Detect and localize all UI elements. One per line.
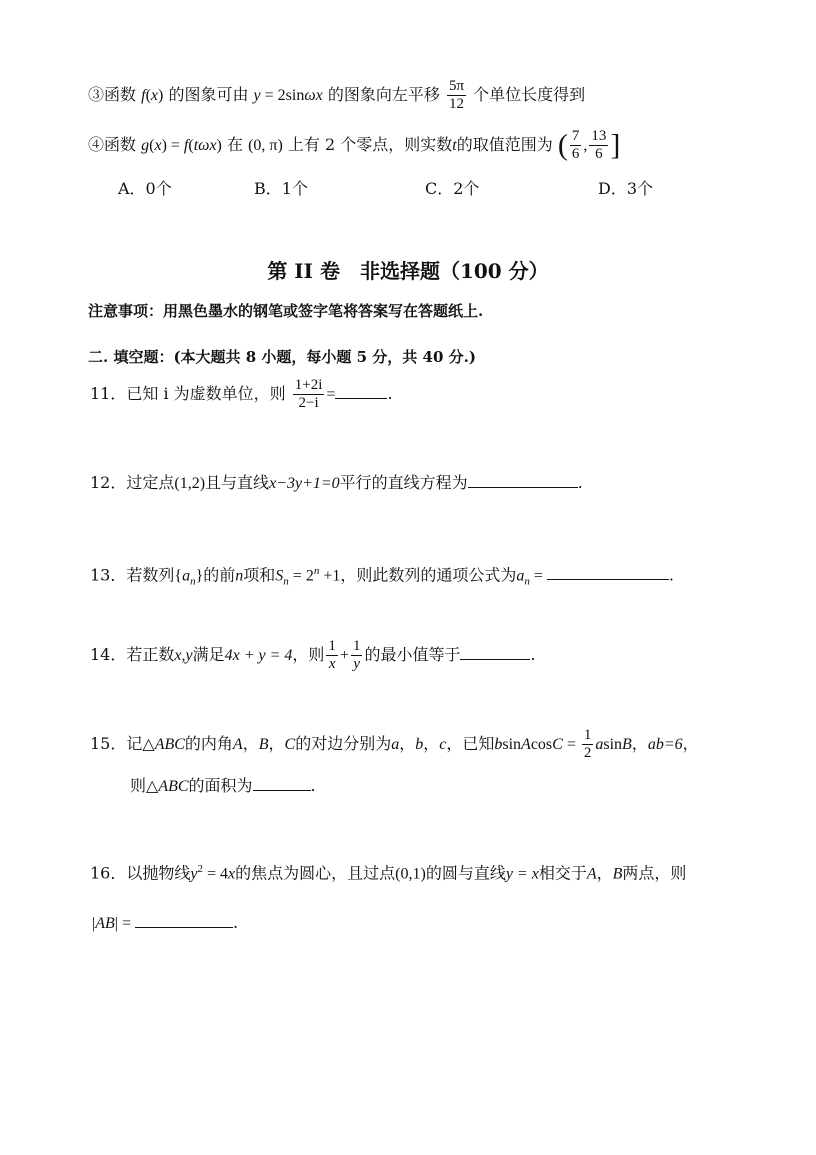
- question-number: 13．: [90, 565, 127, 585]
- question-number: 12．: [90, 473, 127, 492]
- notice: 注意事项：用黑色墨水的钢笔或签字笔将答案写在答题纸上.: [88, 302, 484, 320]
- shift-fraction: $\frac{5\pi}{12}$: [448, 78, 465, 112]
- answer-blank-13[interactable]: [547, 565, 669, 580]
- q15-end: .: [310, 776, 316, 795]
- statement-3-text-4: 个单位长度得到: [473, 85, 586, 104]
- question-14: 14．若正数x,y满足4x + y = 4，则 $\frac{1}{x}$ + $\frac{1}{y}$ 的最小值等于 .: [90, 638, 536, 672]
- q13-text-3: 项和: [243, 565, 276, 585]
- statement-4-text-2: 在: [226, 135, 243, 154]
- q16-text-4: 相交于: [538, 863, 587, 883]
- question-15-line-2: [130, 775, 316, 798]
- q11-text: 已知 i 为虚数单位，则: [126, 384, 286, 403]
- answer-blank-16[interactable]: [135, 913, 233, 928]
- q15-text-1: 记△: [126, 734, 155, 753]
- statement-4-marker: ④: [88, 135, 105, 154]
- q15-abc-2: ABC: [158, 778, 189, 795]
- q14-text-2: 满足: [192, 645, 225, 664]
- statement-4-text-4: 的取值范围为: [456, 135, 553, 154]
- q16-line-eq: y = x: [505, 865, 539, 883]
- q15-line2-text-1: 则△: [130, 776, 159, 795]
- option-d: D．3个: [598, 179, 654, 198]
- question-number: 14．: [90, 645, 127, 664]
- q13-end: .: [668, 565, 674, 585]
- q13-n: n: [235, 567, 244, 585]
- question-number: 15．: [90, 734, 127, 753]
- q13-text-2: 的前: [203, 565, 236, 585]
- statement-3-text-1: 函数: [104, 85, 137, 104]
- q11-end: .: [387, 384, 393, 403]
- answer-blank-14[interactable]: [460, 645, 530, 660]
- q13-text-1: 若数列: [126, 565, 175, 585]
- q15-text-5: ，: [631, 734, 648, 753]
- statement-3: ③函数 f(x) 的图象可由 y = 2sinωx 的图象向左平移 $\frac{5\pi}{12}$ 个单位长度得到: [88, 78, 586, 112]
- statement-3-fx: f: [141, 87, 146, 104]
- q14-text-3: ，则: [292, 645, 325, 664]
- question-12: [90, 472, 583, 495]
- statement-3-marker: ③: [88, 85, 105, 104]
- q16-text-5: 两点，则: [622, 863, 687, 883]
- statement-4-text-3: 上有 2 个零点，则实数: [287, 135, 453, 154]
- q12-text-2: 且与直线: [205, 473, 270, 492]
- question-16: 16．以抛物线$y^2 = 4x$的焦点为圆心，且过点(0,1)的圆与直线y = x相交于A，B两点，则: [90, 863, 687, 883]
- statement-3-text-2: 的图象可由: [168, 85, 249, 104]
- q12-point: (1,2): [174, 475, 206, 492]
- q14-end: .: [530, 645, 536, 664]
- question-number: 16．: [90, 863, 127, 883]
- q12-text-1: 过定点: [126, 473, 175, 492]
- statement-4-text-1: 函数: [104, 135, 137, 154]
- q15-abc: ABC: [154, 736, 185, 753]
- q15-text-4: ，已知: [446, 734, 495, 753]
- q12-text-3: 平行的直线方程为: [339, 473, 468, 492]
- q15-text-2: 的内角: [184, 734, 233, 753]
- option-a: A．0个: [118, 179, 172, 198]
- section-title: 第 II 卷 非选择题（100 分）: [267, 259, 549, 283]
- q15-condition-2: ab=6: [647, 736, 683, 753]
- q14-text-1: 若正数: [126, 645, 175, 664]
- answer-blank-11[interactable]: [335, 384, 387, 399]
- question-13: 13．若数列$\{a_n\}$的前n项和$S_n = 2^n +1$，则此数列的通项公式为$a_n$ = .: [90, 565, 674, 588]
- range-lower-fraction: $\frac{7}{6}$: [571, 128, 580, 162]
- q12-line-eq: x−3y+1=0: [269, 475, 340, 492]
- q16-text-2: 的焦点为圆心，且过点: [235, 863, 396, 883]
- q11-equals: =: [326, 386, 336, 403]
- answer-blank-15[interactable]: [253, 776, 311, 791]
- part-heading: 二. 填空题：(本大题共 8 小题，每小题 5 分，共 40 分.): [88, 348, 476, 366]
- question-16-line-2: |AB| = .: [92, 913, 239, 932]
- q12-end: .: [577, 473, 583, 492]
- q14-text-4: 的最小值等于: [364, 645, 461, 664]
- q15-text-3: 的对边分别为: [295, 734, 392, 753]
- question-15: 15．记△ABC的内角A，B，C的对边分别为a，b，c，已知bsinAcosC = $\frac{1}{2}$ asinB，ab=6，: [90, 727, 699, 761]
- q11-fraction: $\frac{1+2i}{2-i}$: [294, 377, 323, 411]
- answer-blank-12[interactable]: [468, 473, 578, 488]
- question-number: 11．: [90, 384, 127, 403]
- q15-text-6: ，: [682, 734, 699, 753]
- q14-vars: x,y: [174, 647, 193, 664]
- q16-end: .: [232, 913, 239, 932]
- question-11: [90, 374, 393, 415]
- option-b: B．1个: [254, 179, 308, 198]
- option-c: C．2个: [425, 179, 480, 198]
- q15-line2-text-2: 的面积为: [188, 776, 253, 795]
- statement-4: ④函数 g(x) = f(tωx) 在 (0, π) 上有 2 个零点，则实数t的取值范围为 ( $\frac{7}{6}$ , $\frac{13}{6}$ ]: [88, 128, 621, 162]
- statement-3-text-3: 的图象向左平移: [327, 85, 440, 104]
- q16-point: (0,1): [395, 865, 426, 883]
- q13-text-4: ，则此数列的通项公式为: [340, 565, 517, 585]
- q16-text-3: 的圆与直线: [425, 863, 506, 883]
- q14-condition: 4x + y = 4: [224, 647, 293, 664]
- range-upper-fraction: $\frac{13}{6}$: [591, 128, 607, 162]
- q16-text-1: 以抛物线: [126, 863, 191, 883]
